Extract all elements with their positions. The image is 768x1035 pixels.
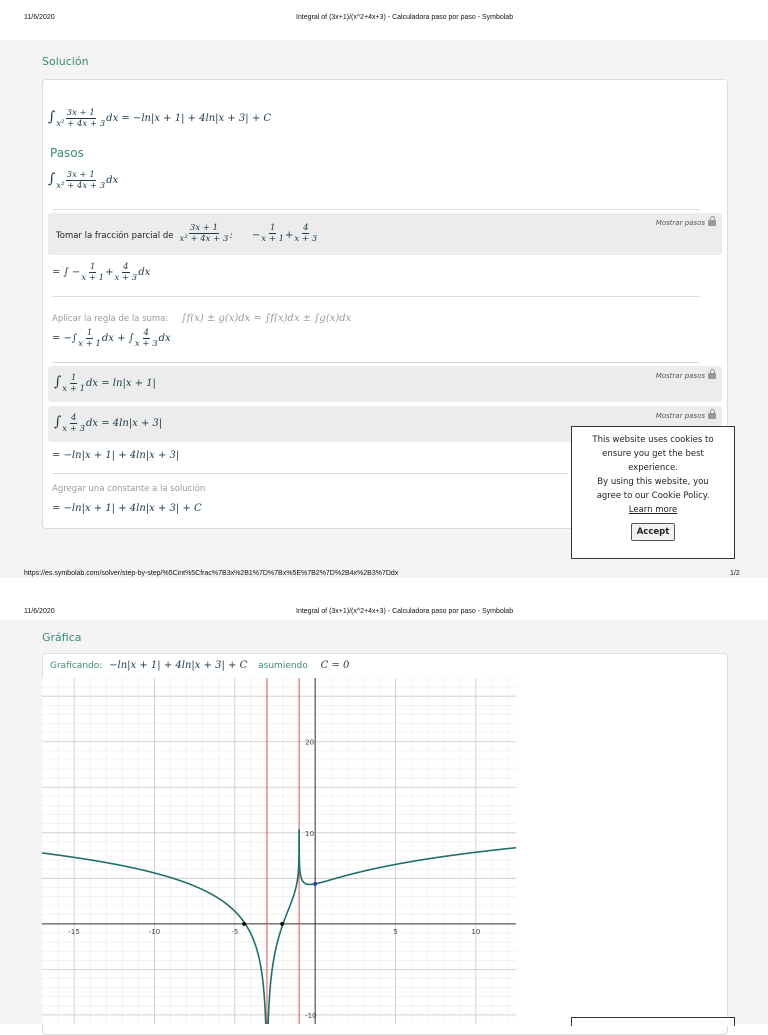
show-steps-button[interactable]: Mostrar pasos	[656, 412, 716, 420]
learn-more-link[interactable]: Learn more	[628, 505, 678, 515]
cookie-text-5: agree to our Cookie Policy.	[596, 491, 710, 501]
partial-fraction-label: Tomar la fracción parcial de	[56, 231, 174, 241]
add-constant-label: Agregar una constante a la solución	[52, 484, 206, 494]
cookie-banner-page2	[571, 1017, 735, 1026]
x-tick-label: -15	[68, 927, 80, 936]
lock-icon	[708, 413, 716, 419]
cookie-text-3: experience.	[628, 463, 678, 473]
solution-expression: ∫ $\frac{3x + 1}{\text{x² + 4x + 3}}$ dx = −ln|x + 1| + 4ln|x + 3| + C	[48, 108, 272, 129]
divider	[52, 209, 700, 210]
lock-icon	[708, 220, 716, 226]
divider	[52, 362, 700, 363]
show-steps-button[interactable]: Mostrar pasos	[656, 219, 716, 227]
print-header-title: Integral of (3x+1)/(x^2+4x+3) - Calculadora paso por paso - Symbolab	[296, 608, 514, 615]
print-footer-page: 1/2	[730, 570, 740, 577]
step-rewritten-integral: = ∫ − $\frac{1}{x + 1}$ + $\frac{4}{x + 3}$ dx	[52, 262, 151, 283]
graph-point	[280, 922, 284, 926]
cookie-text-2: ensure you get the best	[602, 449, 704, 459]
sum-rule-formula: ∫f(x) ± g(x)dx = ∫f(x)dx ± ∫g(x)dx	[181, 313, 352, 324]
divider	[52, 473, 568, 474]
step-partial-fraction: Tomar la fracción parcial de $\frac{3x + 1}{\text{x² + 4x + 3}}$ : − $\frac{1}{x + 1}$ + $\frac{4}{x + 3}$ Mostrar pasos	[48, 213, 722, 255]
step-split-integral: = −∫ $\frac{1}{x + 1}$ dx + ∫ $\frac{4}{x + 3}$ dx	[52, 328, 171, 349]
step-integral-two: ∫ $\frac{4}{x + 3}$ dx = 4ln|x + 3| Mostrar pasos	[48, 406, 722, 442]
graph-point	[313, 882, 317, 886]
graphing-expression: −ln|x + 1| + 4ln|x + 3| + C	[109, 660, 248, 671]
sum-rule-label: Aplicar la regla de la suma:	[52, 314, 169, 324]
page-gap	[0, 578, 768, 602]
print-header-date: 11/6/2020	[24, 608, 55, 615]
x-tick-label: -10	[148, 927, 161, 936]
step-integral-one: ∫ $\frac{1}{x + 1}$ dx = ln|x + 1| Mostrar pasos	[48, 366, 722, 402]
steps-title: Pasos	[50, 146, 84, 160]
step-integral-start: ∫ $\frac{3x + 1}{\text{x² + 4x + 3}}$ dx	[48, 170, 119, 191]
x-tick-label: 5	[393, 927, 398, 936]
x-tick-label: -5	[231, 927, 239, 936]
graphing-label: Graficando:	[50, 661, 103, 671]
function-graph[interactable]	[42, 678, 516, 1024]
solution-section-title: Solución	[42, 55, 89, 68]
x-tick-label: 10	[471, 927, 481, 936]
integrand-fraction: $\frac{3x + 1}{\text{x² + 4x + 3}}$	[56, 108, 106, 129]
step-combined-result: = −ln|x + 1| + 4ln|x + 3|	[52, 450, 180, 461]
divider	[52, 296, 700, 297]
y-tick-label: -10	[305, 1011, 317, 1020]
cookie-text-4: By using this website, you	[597, 477, 709, 487]
step-sum-rule	[52, 306, 351, 325]
y-tick-label: 20	[305, 738, 315, 747]
print-header-title: Integral of (3x+1)/(x^2+4x+3) - Calculadora paso por paso - Symbolab	[296, 14, 514, 21]
graph-point	[242, 922, 246, 926]
step-final-result: = −ln|x + 1| + 4ln|x + 3| + C	[52, 503, 202, 514]
cookie-text-1: This website uses cookies to	[592, 435, 714, 445]
graphing-caption	[50, 660, 349, 671]
graph-section-title: Gráfica	[42, 631, 82, 644]
print-footer-url: https://es.symbolab.com/solver/step-by-step/%5Cint%5Cfrac%7B3x%2B1%7D%7Bx%5E%7B2%7D%2B4x%2B3%7Ddx	[24, 570, 399, 577]
y-tick-label: 10	[305, 829, 315, 838]
assuming-label: asumiendo	[258, 661, 308, 671]
show-steps-button[interactable]: Mostrar pasos	[656, 372, 716, 380]
accept-cookies-button[interactable]: Accept	[631, 523, 676, 541]
assuming-constant: C = 0	[320, 660, 350, 671]
cookie-banner	[571, 426, 735, 559]
lock-icon	[708, 373, 716, 379]
print-header-date: 11/6/2020	[24, 14, 55, 21]
